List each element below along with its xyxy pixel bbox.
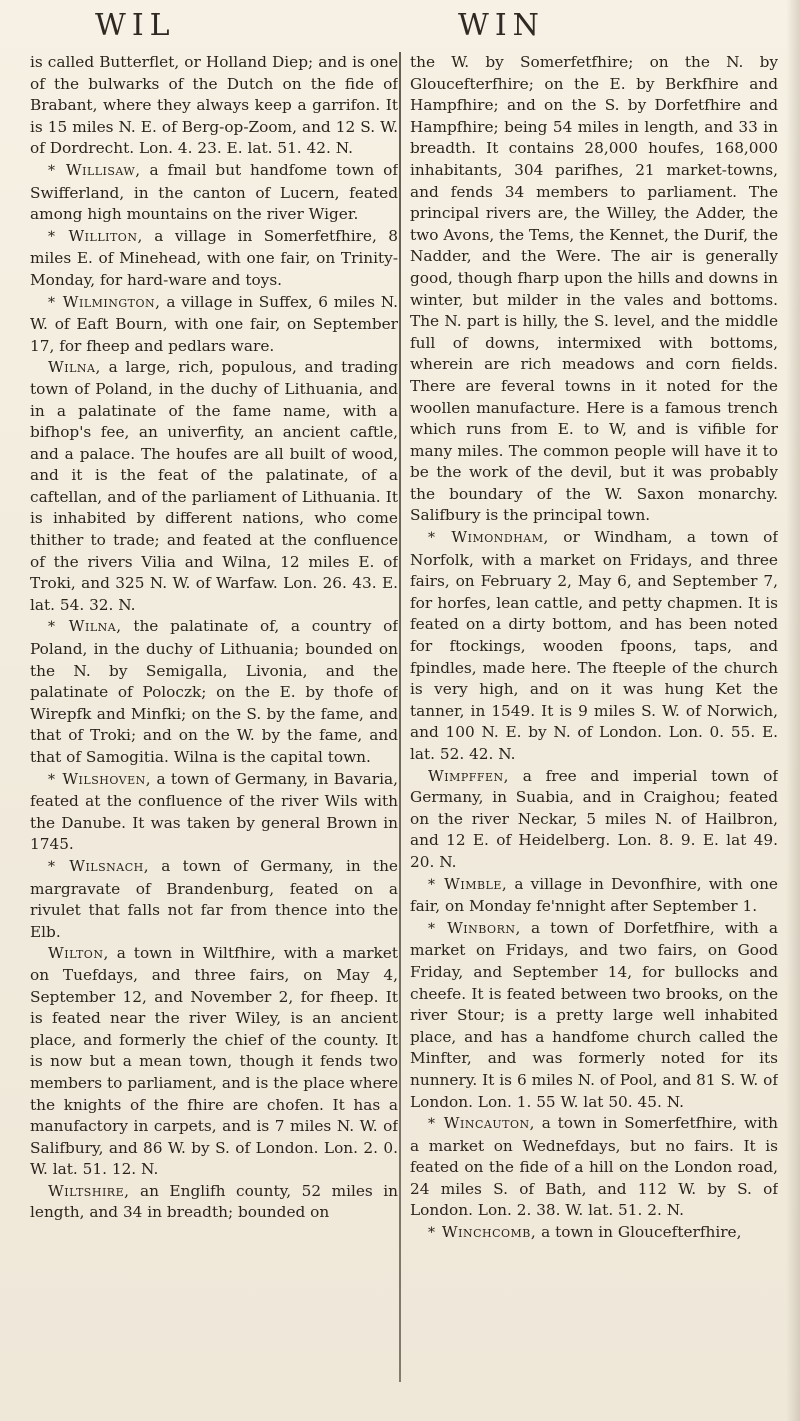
entry-headword: Wimpffen, — [428, 766, 510, 785]
entry-headword: Wilton, — [48, 944, 109, 963]
entry-text: a town in Wiltfhire, with a market on Tuefdays, and three fairs, on May 4, September 12, and November 2, for fheep. It is feated near the river Wiley, is an ancient place, and formerly the chief of the county. It is now but a mean town, though it fends two members to parliament, and is the place where the knights of the fhire are chofen. It has a manufactory in carpets, and is 7 miles N. W. of Salifbury, and 86 W. by S. of London. Lon. 2. 0. W. lat. 51. 12. N. — [30, 944, 398, 1179]
entry-text: a village in Devonfhire, with one fair, on Monday fe'nnight after September 1. — [410, 874, 778, 916]
dictionary-entry — [30, 292, 398, 358]
entry-asterisk-marker: * — [48, 162, 55, 179]
entry-text: the W. by Somerfetfhire; on the N. by Gloucefterfhire; on the E. by Berkfhire and Hampfhire; and on the S. by Dorfetfhire and Hampfhire; being 54 miles in length, and 33 in breadth. It contains 28,000 houfes, 168,000 inhabitants, 304 parifhes, 21 market-towns, and fends 34 members to parliament. The principal rivers are, the Willey, the Adder, the two Avons, the Tems, the Kennet, the Durif, the Nadder, and the Were. The air is generally good, though fharp upon the hills and downs in winter, but milder in the vales and bottoms. The N. part is hilly, the S. level, and the middle full of downs, intermixed with bottoms, wherein are rich meadows and corn fields. There are feveral towns in it noted for the woollen manufacture. Here is a famous trench which runs from E. to W, and is vifible for many miles. The common people will have it to be the work of the devil, but it was probably the boundary of the W. Saxon monarchy. Salifbury is the principal town. — [410, 53, 778, 525]
entry-headword: Winchcomb, — [441, 1223, 537, 1242]
entry-asterisk-marker: * — [48, 294, 55, 311]
entry-headword: Wimondham, — [451, 528, 549, 547]
running-head-left: WIL — [95, 8, 176, 43]
entry-headword: Wilshoven, — [62, 769, 152, 788]
entry-asterisk-marker: * — [48, 228, 55, 245]
entry-text: a fmail but handfome town of Swifferland, in the canton of Lucern, feated among high mountains on the river Wiger. — [30, 160, 398, 224]
dictionary-entry — [30, 357, 398, 616]
entry-asterisk-marker: * — [428, 920, 435, 937]
entry-asterisk-marker: * — [48, 858, 55, 875]
entry-asterisk-marker: * — [48, 771, 55, 788]
entry-text: a town in Somerfetfhire, with a market on Wednefdays, but no fairs. It is feated on the fide of a hill on the London road, 24 miles S. of Bath, and 112 W. by S. of London. Lon. 2. 38. W. lat. 51. 2. N. — [410, 1114, 778, 1220]
dictionary-entry — [410, 766, 778, 874]
entry-text: or Windham, a town of Norfolk, with a market on Fridays, and three fairs, on February 2, May 6, and September 7, for horfes, lean cattle, and petty chapmen. It is feated on a dirty bottom, and has been noted for ftockings, wooden fpoons, taps, and fpindles, made here. The fteeple of the church is very high, and on it was hung Ket the tanner, in 1549. It is 9 miles S. W. of Norwich, and 100 N. E. by N. of London. Lon. 0. 55. E. lat. 52. 42. N. — [410, 528, 778, 763]
dictionary-entry — [410, 918, 778, 1113]
running-head-right: WIN — [458, 8, 545, 43]
entry-text: a village in Suffex, 6 miles N. W. of Eaft Bourn, with one fair, on September 17, for fheep and pedlars ware. — [30, 292, 398, 355]
entry-headword: Williton, — [68, 226, 143, 245]
dictionary-entry — [30, 616, 398, 768]
entry-headword: Wincauton, — [443, 1114, 535, 1133]
entry-text: a free and imperial town of Germany, in Suabia, and in Craighou; feated on the river Neckar, 5 miles N. of Hailbron, and 12 E. of Heidelberg. Lon. 8. 9. E. lat 49. 20. N. — [410, 766, 778, 871]
entry-headword: Wilna, — [48, 358, 101, 377]
entry-text: the palatinate of, a country of Poland, in the duchy of Lithuania; bounded on the N. by Semigalla, Livonia, and the palatinate of Poloczk; on the E. by thofe of Wirepfk and Minfki; on the S. by the fame, and that of Troki; and on the W. by the fame, and that of Samogitia. Wilna is the capital town. — [30, 617, 398, 766]
right-column — [410, 52, 778, 1392]
entry-text: a town of Dorfetfhire, with a market on Fridays, and two fairs, on Good Friday, and September 14, for bullocks and cheefe. It is feated between two brooks, on the river Stour; is a pretty large well inhabited place, and has a handfome church called the Minfter, and was formerly noted for its nunnery. It is 6 miles N. of Pool, and 81 S. W. of London. Lon. 1. 55 W. lat 50. 45. N. — [410, 918, 778, 1111]
entry-asterisk-marker: * — [428, 1225, 435, 1242]
entry-text: a town in Gloucefterfhire, — [541, 1223, 742, 1242]
dictionary-entry — [410, 1113, 778, 1222]
left-column — [30, 52, 398, 1392]
entry-text: a large, rich, populous, and trading town of Poland, in the duchy of Lithuania, and in a palatinate of the fame name, with a bifhop's fee, an univerfity, an ancient caftle, and a palace. The houfes are all built of wood, and it is the feat of the palatinate, of a caftellan, and of the parliament of Lithuania. It is inhabited by different nations, who come thither to trade; and feated at the confluence of the rivers Vilia and Wilna, 12 miles E. of Troki, and 325 N. W. of Warfaw. Lon. 26. 43. E. lat. 54. 32. N. — [30, 358, 398, 614]
entry-headword: Wilsnach, — [69, 856, 150, 875]
entry-asterisk-marker: * — [48, 619, 55, 636]
entry-asterisk-marker: * — [428, 1116, 435, 1133]
entry-headword: Wiltshire, — [48, 1181, 130, 1200]
dictionary-entry — [30, 943, 398, 1181]
running-header — [0, 8, 800, 52]
entry-text: an Englifh county, 52 miles in length, and 34 in breadth; bounded on — [30, 1181, 398, 1222]
entry-asterisk-marker: * — [428, 530, 435, 547]
entry-asterisk-marker: * — [428, 876, 435, 893]
dictionary-entry — [30, 52, 398, 160]
dictionary-entry — [30, 769, 398, 856]
dictionary-entry — [30, 160, 398, 226]
dictionary-entry — [410, 1222, 778, 1245]
entry-text: is called Butterflet, or Holland Diep; and is one of the bulwarks of the Dutch on the fide of Brabant, where they always keep a garrifon. It is 15 miles N. E. of Berg-op-Zoom, and 12 S. W. of Dordrecht. Lon. 4. 23. E. lat. 51. 42. N. — [30, 53, 398, 158]
entry-text: a village in Somerfetfhire, 8 miles E. of Minehead, with one fair, on Trinity-Monday, for hard-ware and toys. — [30, 226, 398, 289]
dictionary-entry — [30, 1181, 398, 1224]
entry-headword: Wilna, — [68, 617, 122, 636]
dictionary-entry — [30, 226, 398, 292]
entry-text: a town of Germany, in Bavaria, feated at the confluence of the river Wils with the Danube. It was taken by general Brown in 1745. — [30, 769, 398, 854]
page-edge-shadow — [786, 0, 800, 1421]
entry-headword: Willisaw, — [65, 160, 141, 179]
dictionary-entry — [410, 874, 778, 918]
entry-headword: Wimble, — [444, 874, 508, 893]
dictionary-entry — [410, 527, 778, 766]
dictionary-entry — [410, 52, 778, 527]
entry-headword: Winborn, — [447, 918, 521, 937]
column-divider — [399, 52, 401, 1382]
dictionary-entry — [30, 856, 398, 943]
entry-headword: Wilmington, — [62, 292, 161, 311]
entry-text: a town of Germany, in the margravate of Brandenburg, feated on a rivulet that falls not far from thence into the Elb. — [30, 856, 398, 941]
